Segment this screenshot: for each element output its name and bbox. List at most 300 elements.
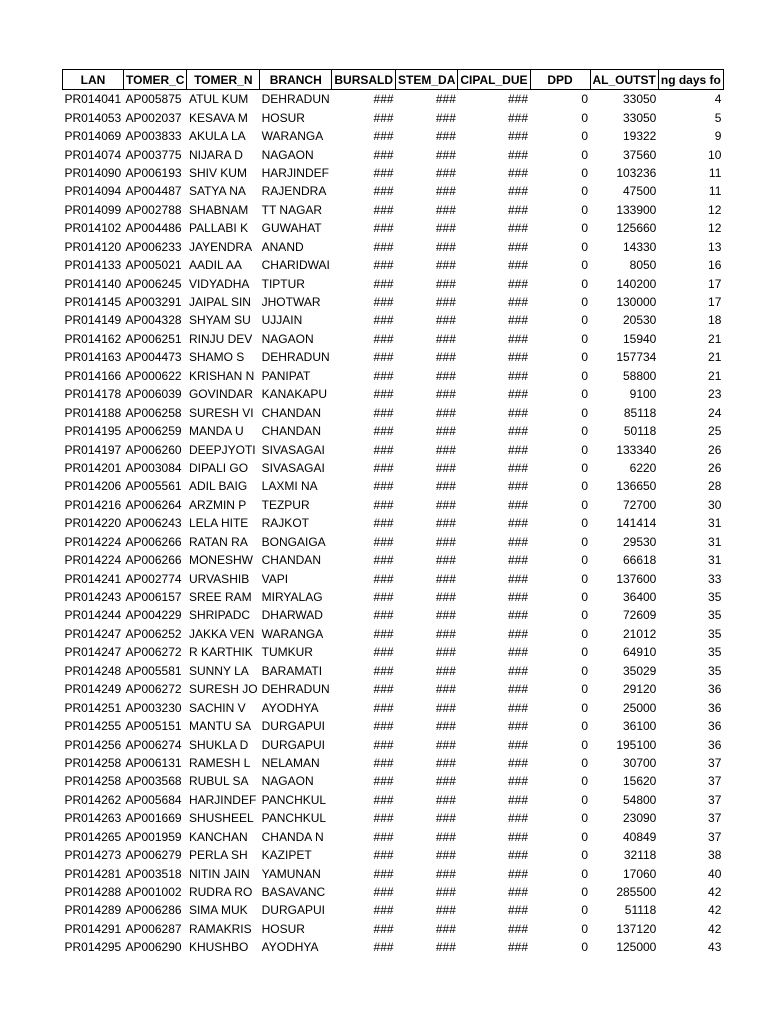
cell-total-outstanding[interactable]: 33050 <box>622 110 657 125</box>
cell-system-date[interactable]: ### <box>435 682 456 697</box>
cell-disbursal-date[interactable]: ### <box>373 940 394 955</box>
cell-customer-code[interactable]: AP003230 <box>125 700 182 715</box>
cell-customer-code[interactable]: AP006266 <box>125 553 182 568</box>
cell-disbursal-date[interactable]: ### <box>373 534 394 549</box>
cell-customer-code[interactable]: AP006264 <box>125 497 182 512</box>
cell-system-date[interactable]: ### <box>435 921 456 936</box>
cell-branch[interactable]: WARANGA <box>261 626 324 641</box>
cell-customer-name[interactable]: KESAVA M <box>188 110 248 125</box>
cell-lan[interactable]: PR014224 <box>64 553 122 568</box>
cell-total-outstanding[interactable]: 29120 <box>622 682 657 697</box>
cell-days-for[interactable]: 31 <box>708 534 722 549</box>
header-lan[interactable]: LAN <box>63 70 124 90</box>
cell-branch[interactable]: CHANDAN <box>261 405 321 420</box>
cell-customer-code[interactable]: AP003568 <box>125 774 182 789</box>
cell-system-date[interactable]: ### <box>435 829 456 844</box>
cell-customer-name[interactable]: AKULA LA <box>188 129 246 144</box>
cell-lan[interactable]: PR014053 <box>64 110 122 125</box>
header-dpd[interactable]: DPD <box>530 70 590 90</box>
cell-days-for[interactable]: 35 <box>708 626 722 641</box>
cell-days-for[interactable]: 35 <box>708 645 722 660</box>
cell-total-outstanding[interactable]: 47500 <box>622 184 657 199</box>
cell-system-date[interactable]: ### <box>435 129 456 144</box>
cell-principal-due[interactable]: ### <box>507 331 529 346</box>
cell-customer-code[interactable]: AP003291 <box>125 295 182 310</box>
cell-dpd[interactable]: 0 <box>581 442 589 457</box>
cell-days-for[interactable]: 37 <box>708 774 722 789</box>
cell-branch[interactable]: YAMUNAN <box>261 866 321 881</box>
cell-principal-due[interactable]: ### <box>507 626 529 641</box>
cell-customer-code[interactable]: AP002774 <box>125 571 182 586</box>
cell-total-outstanding[interactable]: 72609 <box>622 608 657 623</box>
cell-system-date[interactable]: ### <box>435 534 456 549</box>
cell-principal-due[interactable]: ### <box>507 792 529 807</box>
cell-dpd[interactable]: 0 <box>581 774 589 789</box>
cell-lan[interactable]: PR014295 <box>64 940 122 955</box>
cell-customer-name[interactable]: GOVINDAR <box>188 387 253 402</box>
cell-total-outstanding[interactable]: 85118 <box>623 405 657 420</box>
cell-dpd[interactable]: 0 <box>581 866 589 881</box>
cell-principal-due[interactable]: ### <box>507 755 529 770</box>
cell-principal-due[interactable]: ### <box>507 350 529 365</box>
cell-lan[interactable]: PR014074 <box>64 147 122 162</box>
cell-disbursal-date[interactable]: ### <box>373 719 394 734</box>
cell-customer-code[interactable]: AP006266 <box>125 534 182 549</box>
cell-lan[interactable]: PR014133 <box>64 258 122 273</box>
cell-lan[interactable]: PR014145 <box>64 295 122 310</box>
cell-disbursal-date[interactable]: ### <box>373 110 394 125</box>
cell-dpd[interactable]: 0 <box>581 608 589 623</box>
cell-principal-due[interactable]: ### <box>507 700 529 715</box>
cell-customer-name[interactable]: SHUSHEEL <box>188 811 254 826</box>
header-system-date[interactable]: STEM_DA <box>396 70 458 90</box>
cell-days-for[interactable]: 31 <box>708 553 722 568</box>
cell-customer-name[interactable]: SURESH JO <box>188 682 258 697</box>
cell-dpd[interactable]: 0 <box>581 940 589 955</box>
cell-branch[interactable]: CHANDAN <box>261 424 321 439</box>
cell-disbursal-date[interactable]: ### <box>373 442 394 457</box>
cell-total-outstanding[interactable]: 58800 <box>622 368 657 383</box>
cell-branch[interactable]: DEHRADUN <box>261 682 330 697</box>
cell-total-outstanding[interactable]: 133900 <box>616 202 657 217</box>
cell-total-outstanding[interactable]: 20530 <box>622 313 657 328</box>
cell-principal-due[interactable]: ### <box>507 258 529 273</box>
cell-days-for[interactable]: 33 <box>708 571 722 586</box>
cell-branch[interactable]: MIRYALAG <box>261 590 323 605</box>
cell-branch[interactable]: KANAKAPU <box>261 387 327 402</box>
cell-dpd[interactable]: 0 <box>581 184 589 199</box>
cell-system-date[interactable]: ### <box>435 202 456 217</box>
cell-principal-due[interactable]: ### <box>507 921 529 936</box>
cell-customer-name[interactable]: RAMAKRIS <box>188 921 252 936</box>
cell-disbursal-date[interactable]: ### <box>373 258 394 273</box>
cell-customer-name[interactable]: DEEPJYOTI <box>188 442 256 457</box>
cell-lan[interactable]: PR014197 <box>64 442 122 457</box>
cell-branch[interactable]: TIPTUR <box>261 276 305 291</box>
cell-customer-code[interactable]: AP006286 <box>125 903 182 918</box>
cell-customer-code[interactable]: AP006157 <box>125 590 182 605</box>
cell-disbursal-date[interactable]: ### <box>373 608 394 623</box>
cell-lan[interactable]: PR014244 <box>64 608 122 623</box>
cell-dpd[interactable]: 0 <box>581 885 589 900</box>
cell-customer-code[interactable]: AP006279 <box>125 848 182 863</box>
header-principal-due[interactable]: CIPAL_DUE <box>458 70 530 90</box>
cell-total-outstanding[interactable]: 137600 <box>616 571 657 586</box>
cell-dpd[interactable]: 0 <box>581 848 589 863</box>
cell-dpd[interactable]: 0 <box>581 368 589 383</box>
cell-lan[interactable]: PR014291 <box>64 921 122 936</box>
cell-lan[interactable]: PR014206 <box>64 479 122 494</box>
cell-customer-code[interactable]: AP005684 <box>125 792 182 807</box>
cell-branch[interactable]: BARAMATI <box>261 663 323 678</box>
cell-total-outstanding[interactable]: 125000 <box>616 940 657 955</box>
cell-total-outstanding[interactable]: 30700 <box>622 755 657 770</box>
cell-days-for[interactable]: 11 <box>708 165 722 180</box>
cell-dpd[interactable]: 0 <box>581 737 589 752</box>
cell-disbursal-date[interactable]: ### <box>373 737 394 752</box>
cell-lan[interactable]: PR014090 <box>64 165 122 180</box>
cell-system-date[interactable]: ### <box>435 811 456 826</box>
cell-customer-name[interactable]: SHUKLA D <box>188 737 249 752</box>
cell-total-outstanding[interactable]: 51118 <box>624 903 657 918</box>
cell-system-date[interactable]: ### <box>435 479 456 494</box>
cell-customer-code[interactable]: AP004487 <box>125 184 182 199</box>
cell-branch[interactable]: HOSUR <box>261 110 305 125</box>
cell-customer-name[interactable]: AADIL AA <box>188 258 242 273</box>
cell-total-outstanding[interactable]: 29530 <box>622 534 657 549</box>
cell-customer-code[interactable]: AP003775 <box>125 147 182 162</box>
cell-branch[interactable]: TUMKUR <box>261 645 313 660</box>
cell-dpd[interactable]: 0 <box>581 903 589 918</box>
cell-customer-code[interactable]: AP006287 <box>125 921 182 936</box>
cell-branch[interactable]: CHARIDWAI <box>261 258 330 273</box>
cell-branch[interactable]: JHOTWAR <box>261 295 321 310</box>
cell-customer-name[interactable]: LELA HITE <box>188 516 249 531</box>
cell-lan[interactable]: PR014094 <box>64 184 122 199</box>
cell-total-outstanding[interactable]: 103236 <box>616 165 657 180</box>
cell-system-date[interactable]: ### <box>435 313 456 328</box>
cell-days-for[interactable]: 21 <box>708 350 722 365</box>
cell-principal-due[interactable]: ### <box>507 442 529 457</box>
cell-customer-name[interactable]: NIJARA D <box>188 147 243 162</box>
cell-branch[interactable]: VAPI <box>261 571 289 586</box>
cell-days-for[interactable]: 17 <box>708 295 722 310</box>
cell-dpd[interactable]: 0 <box>581 829 589 844</box>
cell-total-outstanding[interactable]: 36400 <box>622 590 657 605</box>
cell-system-date[interactable]: ### <box>435 350 456 365</box>
cell-branch[interactable]: BASAVANC <box>261 885 326 900</box>
cell-disbursal-date[interactable]: ### <box>373 221 394 236</box>
cell-total-outstanding[interactable]: 125660 <box>616 221 657 236</box>
cell-disbursal-date[interactable]: ### <box>373 387 394 402</box>
cell-system-date[interactable]: ### <box>435 221 456 236</box>
cell-branch[interactable]: HOSUR <box>261 921 305 936</box>
cell-principal-due[interactable]: ### <box>507 811 529 826</box>
cell-customer-name[interactable]: NITIN JAIN <box>188 866 250 881</box>
cell-branch[interactable]: CHANDA N <box>261 829 324 844</box>
cell-principal-due[interactable]: ### <box>507 313 529 328</box>
cell-days-for[interactable]: 37 <box>708 792 722 807</box>
cell-dpd[interactable]: 0 <box>581 479 589 494</box>
cell-customer-code[interactable]: AP004473 <box>125 350 182 365</box>
cell-total-outstanding[interactable]: 141414 <box>616 516 657 531</box>
cell-branch[interactable]: KAZIPET <box>261 848 312 863</box>
cell-lan[interactable]: PR014166 <box>64 368 122 383</box>
cell-customer-name[interactable]: MANDA U <box>188 424 244 439</box>
cell-principal-due[interactable]: ### <box>507 682 529 697</box>
cell-customer-code[interactable]: AP006131 <box>125 755 182 770</box>
cell-customer-code[interactable]: AP006274 <box>125 737 182 752</box>
cell-disbursal-date[interactable]: ### <box>373 460 394 475</box>
cell-days-for[interactable]: 38 <box>708 848 722 863</box>
cell-days-for[interactable]: 13 <box>708 239 722 254</box>
cell-total-outstanding[interactable]: 25000 <box>622 700 657 715</box>
cell-customer-code[interactable]: AP006039 <box>125 387 182 402</box>
cell-days-for[interactable]: 42 <box>708 885 722 900</box>
cell-customer-name[interactable]: DIPALI GO <box>188 460 249 475</box>
cell-disbursal-date[interactable]: ### <box>373 590 394 605</box>
cell-days-for[interactable]: 26 <box>708 442 722 457</box>
cell-principal-due[interactable]: ### <box>507 737 529 752</box>
cell-branch[interactable]: SIVASAGAI <box>261 460 325 475</box>
cell-disbursal-date[interactable]: ### <box>373 350 394 365</box>
cell-principal-due[interactable]: ### <box>507 590 529 605</box>
cell-disbursal-date[interactable]: ### <box>373 663 394 678</box>
cell-system-date[interactable]: ### <box>435 608 456 623</box>
cell-principal-due[interactable]: ### <box>507 276 529 291</box>
cell-dpd[interactable]: 0 <box>581 460 589 475</box>
cell-customer-name[interactable]: SACHIN V <box>188 700 246 715</box>
cell-system-date[interactable]: ### <box>435 368 456 383</box>
header-customer-code[interactable]: TOMER_C <box>124 70 187 90</box>
cell-system-date[interactable]: ### <box>435 184 456 199</box>
cell-total-outstanding[interactable]: 6220 <box>629 460 657 475</box>
cell-principal-due[interactable]: ### <box>507 202 529 217</box>
cell-customer-code[interactable]: AP006258 <box>125 405 182 420</box>
cell-customer-name[interactable]: KANCHAN <box>188 829 248 844</box>
header-total-outstanding[interactable]: AL_OUTST <box>590 70 658 90</box>
cell-customer-name[interactable]: SHAMO S <box>188 350 245 365</box>
cell-system-date[interactable]: ### <box>435 387 456 402</box>
cell-lan[interactable]: PR014248 <box>64 663 122 678</box>
cell-branch[interactable]: UJJAIN <box>261 313 303 328</box>
cell-lan[interactable]: PR014224 <box>64 534 122 549</box>
cell-principal-due[interactable]: ### <box>507 516 529 531</box>
cell-branch[interactable]: RAJENDRA <box>261 184 327 199</box>
cell-disbursal-date[interactable]: ### <box>373 811 394 826</box>
cell-customer-code[interactable]: AP003084 <box>125 460 182 475</box>
cell-disbursal-date[interactable]: ### <box>373 479 394 494</box>
cell-principal-due[interactable]: ### <box>507 829 529 844</box>
cell-days-for[interactable]: 5 <box>714 110 722 125</box>
cell-total-outstanding[interactable]: 9100 <box>629 387 657 402</box>
cell-total-outstanding[interactable]: 54800 <box>622 792 657 807</box>
cell-disbursal-date[interactable]: ### <box>373 184 394 199</box>
cell-disbursal-date[interactable]: ### <box>373 866 394 881</box>
cell-days-for[interactable]: 16 <box>708 258 722 273</box>
cell-customer-code[interactable]: AP002037 <box>125 110 182 125</box>
cell-system-date[interactable]: ### <box>435 295 456 310</box>
cell-customer-code[interactable]: AP001002 <box>125 885 182 900</box>
cell-customer-name[interactable]: SUNNY LA <box>188 663 249 678</box>
cell-disbursal-date[interactable]: ### <box>373 792 394 807</box>
cell-customer-code[interactable]: AP006245 <box>125 276 182 291</box>
cell-days-for[interactable]: 37 <box>708 755 722 770</box>
cell-customer-name[interactable]: PALLABI K <box>188 221 249 236</box>
cell-disbursal-date[interactable]: ### <box>373 313 394 328</box>
cell-days-for[interactable]: 28 <box>708 479 722 494</box>
cell-total-outstanding[interactable]: 157734 <box>616 350 657 365</box>
cell-disbursal-date[interactable]: ### <box>373 626 394 641</box>
cell-lan[interactable]: PR014099 <box>64 202 122 217</box>
cell-disbursal-date[interactable]: ### <box>373 239 394 254</box>
cell-dpd[interactable]: 0 <box>581 553 589 568</box>
cell-customer-name[interactable]: HARJINDEF <box>188 792 257 807</box>
cell-days-for[interactable]: 10 <box>708 147 722 162</box>
cell-principal-due[interactable]: ### <box>507 295 529 310</box>
cell-principal-due[interactable]: ### <box>507 885 529 900</box>
cell-disbursal-date[interactable]: ### <box>373 774 394 789</box>
cell-branch[interactable]: ANAND <box>261 239 304 254</box>
cell-lan[interactable]: PR014149 <box>64 313 122 328</box>
cell-days-for[interactable]: 42 <box>708 921 722 936</box>
cell-system-date[interactable]: ### <box>435 866 456 881</box>
cell-lan[interactable]: PR014162 <box>64 331 122 346</box>
cell-lan[interactable]: PR014288 <box>64 885 122 900</box>
cell-system-date[interactable]: ### <box>435 940 456 955</box>
cell-principal-due[interactable]: ### <box>507 608 529 623</box>
cell-branch[interactable]: AYODHYA <box>261 940 319 955</box>
cell-principal-due[interactable]: ### <box>507 184 529 199</box>
cell-system-date[interactable]: ### <box>435 442 456 457</box>
cell-days-for[interactable]: 21 <box>708 331 722 346</box>
cell-lan[interactable]: PR014265 <box>64 829 122 844</box>
cell-principal-due[interactable]: ### <box>507 719 529 734</box>
cell-branch[interactable]: SIVASAGAI <box>261 442 325 457</box>
cell-system-date[interactable]: ### <box>435 553 456 568</box>
cell-total-outstanding[interactable]: 21012 <box>622 626 657 641</box>
cell-branch[interactable]: NAGAON <box>261 147 314 162</box>
cell-system-date[interactable]: ### <box>435 147 456 162</box>
cell-branch[interactable]: DURGAPUI <box>261 903 325 918</box>
cell-branch[interactable]: DURGAPUI <box>261 719 325 734</box>
cell-dpd[interactable]: 0 <box>581 276 589 291</box>
cell-branch[interactable]: WARANGA <box>261 129 324 144</box>
cell-disbursal-date[interactable]: ### <box>373 331 394 346</box>
cell-total-outstanding[interactable]: 19322 <box>622 129 657 144</box>
cell-principal-due[interactable]: ### <box>507 774 529 789</box>
cell-dpd[interactable]: 0 <box>581 202 589 217</box>
cell-principal-due[interactable]: ### <box>507 405 529 420</box>
cell-customer-code[interactable]: AP005875 <box>125 92 182 107</box>
cell-lan[interactable]: PR014243 <box>64 590 122 605</box>
cell-lan[interactable]: PR014163 <box>64 350 122 365</box>
cell-total-outstanding[interactable]: 32118 <box>623 848 657 863</box>
cell-customer-code[interactable]: AP006193 <box>125 165 182 180</box>
cell-days-for[interactable]: 12 <box>708 202 722 217</box>
cell-days-for[interactable]: 31 <box>708 516 722 531</box>
cell-customer-code[interactable]: AP006251 <box>125 331 182 346</box>
cell-dpd[interactable]: 0 <box>581 165 589 180</box>
cell-days-for[interactable]: 18 <box>708 313 722 328</box>
cell-disbursal-date[interactable]: ### <box>373 682 394 697</box>
cell-total-outstanding[interactable]: 136650 <box>616 479 657 494</box>
cell-dpd[interactable]: 0 <box>581 645 589 660</box>
cell-customer-code[interactable]: AP005151 <box>125 719 182 734</box>
cell-total-outstanding[interactable]: 17060 <box>622 866 657 881</box>
cell-customer-name[interactable]: VIDYADHA <box>188 276 250 291</box>
cell-lan[interactable]: PR014220 <box>64 516 122 531</box>
cell-principal-due[interactable]: ### <box>507 663 529 678</box>
cell-principal-due[interactable]: ### <box>507 940 529 955</box>
cell-dpd[interactable]: 0 <box>581 350 589 365</box>
cell-days-for[interactable]: 36 <box>708 682 722 697</box>
cell-lan[interactable]: PR014188 <box>64 405 122 420</box>
cell-system-date[interactable]: ### <box>435 792 456 807</box>
cell-customer-name[interactable]: SATYA NA <box>188 184 246 199</box>
cell-dpd[interactable]: 0 <box>581 405 589 420</box>
cell-total-outstanding[interactable]: 133340 <box>616 442 657 457</box>
cell-system-date[interactable]: ### <box>435 239 456 254</box>
cell-lan[interactable]: PR014178 <box>64 387 122 402</box>
cell-system-date[interactable]: ### <box>435 737 456 752</box>
cell-branch[interactable]: DEHRADUN <box>261 92 330 107</box>
cell-system-date[interactable]: ### <box>435 774 456 789</box>
cell-disbursal-date[interactable]: ### <box>373 202 394 217</box>
cell-customer-code[interactable]: AP004229 <box>125 608 182 623</box>
cell-customer-code[interactable]: AP006260 <box>125 442 182 457</box>
cell-principal-due[interactable]: ### <box>507 460 529 475</box>
cell-customer-code[interactable]: AP006290 <box>125 940 182 955</box>
cell-lan[interactable]: PR014140 <box>64 276 122 291</box>
cell-principal-due[interactable]: ### <box>507 147 529 162</box>
cell-dpd[interactable]: 0 <box>581 719 589 734</box>
cell-dpd[interactable]: 0 <box>581 331 589 346</box>
cell-customer-name[interactable]: MONESHW <box>188 553 253 568</box>
cell-dpd[interactable]: 0 <box>581 534 589 549</box>
cell-disbursal-date[interactable]: ### <box>373 571 394 586</box>
cell-principal-due[interactable]: ### <box>507 479 529 494</box>
cell-customer-name[interactable]: SIMA MUK <box>188 903 248 918</box>
cell-days-for[interactable]: 4 <box>714 92 722 107</box>
cell-principal-due[interactable]: ### <box>507 129 529 144</box>
cell-days-for[interactable]: 9 <box>714 129 722 144</box>
cell-system-date[interactable]: ### <box>435 663 456 678</box>
cell-system-date[interactable]: ### <box>435 276 456 291</box>
header-customer-name[interactable]: TOMER_N <box>187 70 260 90</box>
cell-customer-code[interactable]: AP006272 <box>125 682 182 697</box>
cell-principal-due[interactable]: ### <box>507 497 529 512</box>
cell-lan[interactable]: PR014262 <box>64 792 122 807</box>
cell-customer-code[interactable]: AP006233 <box>125 239 182 254</box>
cell-principal-due[interactable]: ### <box>507 645 529 660</box>
cell-dpd[interactable]: 0 <box>581 590 589 605</box>
cell-system-date[interactable]: ### <box>435 92 456 107</box>
cell-customer-code[interactable]: AP005561 <box>125 479 182 494</box>
cell-system-date[interactable]: ### <box>435 165 456 180</box>
cell-system-date[interactable]: ### <box>435 424 456 439</box>
cell-customer-name[interactable]: RUBUL SA <box>188 774 249 789</box>
cell-branch[interactable]: DHARWAD <box>261 608 323 623</box>
cell-branch[interactable]: DURGAPUI <box>261 737 325 752</box>
header-branch[interactable]: BRANCH <box>260 70 332 90</box>
cell-branch[interactable]: DEHRADUN <box>261 350 330 365</box>
cell-total-outstanding[interactable]: 15940 <box>622 331 657 346</box>
cell-customer-name[interactable]: PERLA SH <box>188 848 248 863</box>
cell-disbursal-date[interactable]: ### <box>373 885 394 900</box>
cell-dpd[interactable]: 0 <box>581 147 589 162</box>
cell-days-for[interactable]: 36 <box>708 700 722 715</box>
